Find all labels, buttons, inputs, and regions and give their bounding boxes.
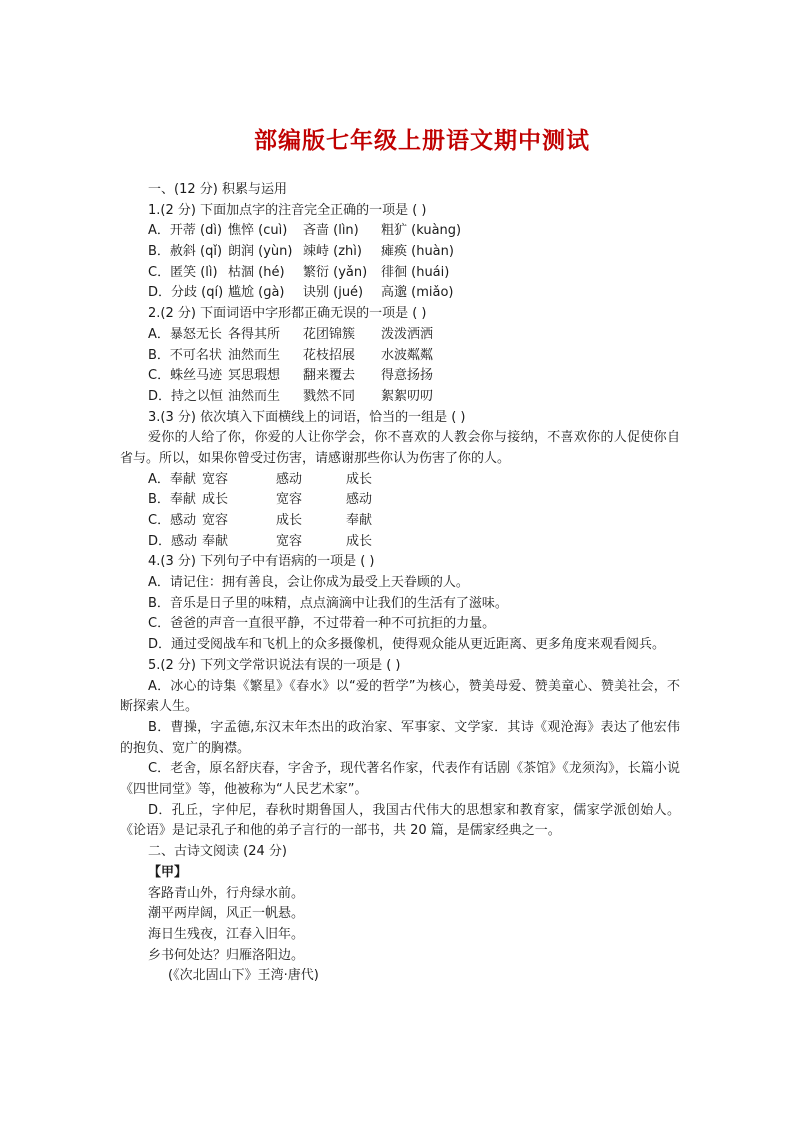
option-cell: 水波粼粼 xyxy=(381,347,434,363)
option-cell: 油然而生 xyxy=(228,347,281,363)
option-cell: 成长 xyxy=(346,533,373,549)
question-4-option-a: A．请记住：拥有善良，会让你成为最受上天眷顾的人。 xyxy=(148,575,469,591)
option-cell: 油然而生 xyxy=(228,388,281,404)
poem-line: 海日生残夜，江春入旧年。 xyxy=(148,926,305,942)
option-cell: 尴尬 (ɡà) xyxy=(228,285,285,301)
question-4-option-b: B．音乐是日子里的味精，点点滴滴中让我们的生活有了滋味。 xyxy=(148,595,508,611)
question-4-option-c: C．爸爸的声音一直很平静，不过带着一种不可抗拒的力量。 xyxy=(148,616,496,632)
question-1-option-b xyxy=(120,242,680,263)
poem-label: 【甲】 xyxy=(148,864,188,880)
exam-content xyxy=(120,180,680,987)
option-cell: 繁衍 (yǎn) xyxy=(303,264,368,280)
question-5-option-d: D．孔丘，字仲尼，春秋时期鲁国人，我国古代伟大的思想家和教育家，儒家学派创始人。《论语》是记录孔子和他的弟子言行的一部书，共 20 篇，是儒家经典之一。 xyxy=(120,802,680,839)
question-5-option-b: B．曹操，字孟德,东汉末年杰出的政治家、军事家、文学家．其诗《观沧海》表达了他宏伟的抱负、宽广的胸襟。 xyxy=(120,719,680,756)
option-cell: C．感动 xyxy=(148,513,197,529)
option-cell: 瘫痪 (huàn) xyxy=(381,244,454,260)
option-cell: 粗犷 (kuàng) xyxy=(381,223,462,239)
question-1-option-c xyxy=(120,263,680,284)
option-cell: 得意扬扬 xyxy=(381,368,434,384)
question-4-stem: 4.(3 分) 下列句子中有语病的一项是 ( ) xyxy=(148,554,375,570)
option-cell: 竦峙 (zhì) xyxy=(303,244,362,260)
option-cell: 翻来覆去 xyxy=(303,368,356,384)
question-3-stem: 3.(3 分) 依次填入下面横线上的词语，恰当的一组是 ( ) xyxy=(148,409,466,425)
question-3-option-d xyxy=(120,532,680,553)
poem-line: 乡书何处达？归雁洛阳边。 xyxy=(148,947,305,963)
option-cell: A．暴怒无长 xyxy=(148,326,222,342)
question-2-option-d xyxy=(120,387,680,408)
option-cell: 戮然不同 xyxy=(303,388,356,404)
option-cell: 朗润 (yùn) xyxy=(228,244,293,260)
question-3-passage: 爱你的人给了你，你爱的人让你学会，你不喜欢的人教会你与接纳，不喜欢你的人促使你自省与。所以，如果你曾受过伤害，请感谢那些你认为伤害了你的人。 xyxy=(120,430,680,466)
page-title: 部编版七年级上册语文期中测试 xyxy=(254,127,590,154)
option-cell: 吝啬 (lìn) xyxy=(303,223,359,239)
option-cell: 成长 xyxy=(346,471,373,487)
option-cell: 奉献 xyxy=(202,533,229,549)
option-cell: 花枝招展 xyxy=(303,347,356,363)
option-cell: 徘徊 (huái) xyxy=(381,264,450,280)
option-cell: 感动 xyxy=(276,471,303,487)
question-1-option-d xyxy=(120,283,680,304)
section-1-heading: 一、(12 分) 积累与运用 xyxy=(148,182,287,197)
option-cell: C．匿笑 (lì) xyxy=(148,264,218,280)
option-cell: B．不可名状 xyxy=(148,347,222,363)
option-cell: 絮絮叨叨 xyxy=(381,388,434,404)
question-1-stem: 1.(2 分) 下面加点字的注音完全正确的一项是 ( ) xyxy=(148,202,427,218)
question-2-stem: 2.(2 分) 下面词语中字形都正确无误的一项是 ( ) xyxy=(148,306,427,322)
option-cell: C．蛛丝马迹 xyxy=(148,368,223,384)
option-cell: 冥思瑕想 xyxy=(228,368,281,384)
question-2-option-a xyxy=(120,325,680,346)
question-2-option-b xyxy=(120,346,680,367)
option-cell: 花团锦簇 xyxy=(303,326,356,342)
poem-source: (《次北固山下》王湾·唐代) xyxy=(168,968,319,984)
option-cell: 宽容 xyxy=(202,513,229,529)
poem-line: 潮平两岸阔，风正一帆悬。 xyxy=(148,906,305,922)
question-4-option-d: D．通过受阅战车和飞机上的众多摄像机，使得观众能从更近距离、更多角度来观看阅兵。 xyxy=(148,637,666,653)
option-cell: D．感动 xyxy=(148,533,198,549)
option-cell: 宽容 xyxy=(276,492,303,508)
option-cell: 奉献 xyxy=(346,513,373,529)
option-cell: D．分歧 (qí) xyxy=(148,285,224,301)
option-cell: 诀别 (jué) xyxy=(303,285,364,301)
option-cell: B．奉献 xyxy=(148,492,196,508)
question-5-option-c: C．老舍，原名舒庆春，字舍予，现代著名作家，代表作有话剧《茶馆》《龙须沟》，长篇小说《四世同堂》等，他被称为“人民艺术家”。 xyxy=(120,761,680,798)
poem-line: 客路青山外，行舟绿水前。 xyxy=(148,885,305,901)
question-3-option-c xyxy=(120,511,680,532)
option-cell: A．奉献 xyxy=(148,471,196,487)
question-3-option-b xyxy=(120,490,680,511)
option-cell: 憔悴 (cuì) xyxy=(228,223,288,239)
option-cell: 枯涸 (hé) xyxy=(228,264,285,280)
option-cell: 各得其所 xyxy=(228,326,281,342)
option-cell: A．开蒂 (dì) xyxy=(148,223,223,239)
option-cell: 宽容 xyxy=(202,471,229,487)
option-cell: 高邈 (miǎo) xyxy=(381,285,454,301)
question-5-option-a: A．冰心的诗集《繁星》《春水》以“爱的哲学”为核心，赞美母爱、赞美童心、赞美社会，不断探索人生。 xyxy=(120,678,680,715)
option-cell: 成长 xyxy=(276,513,303,529)
question-5-stem: 5.(2 分) 下列文学常识说法有误的一项是 ( ) xyxy=(148,657,401,673)
option-cell: B．赦斜 (qǐ) xyxy=(148,244,223,260)
question-1-option-a xyxy=(120,221,680,242)
option-cell: 泼泼洒洒 xyxy=(381,326,434,342)
section-2-heading: 二、古诗文阅读 (24 分) xyxy=(148,844,287,860)
question-2-option-c xyxy=(120,366,680,387)
option-cell: 宽容 xyxy=(276,533,303,549)
option-cell: D．持之以恒 xyxy=(148,388,224,404)
question-3-option-a xyxy=(120,470,680,491)
option-cell: 感动 xyxy=(346,492,373,508)
option-cell: 成长 xyxy=(202,492,229,508)
